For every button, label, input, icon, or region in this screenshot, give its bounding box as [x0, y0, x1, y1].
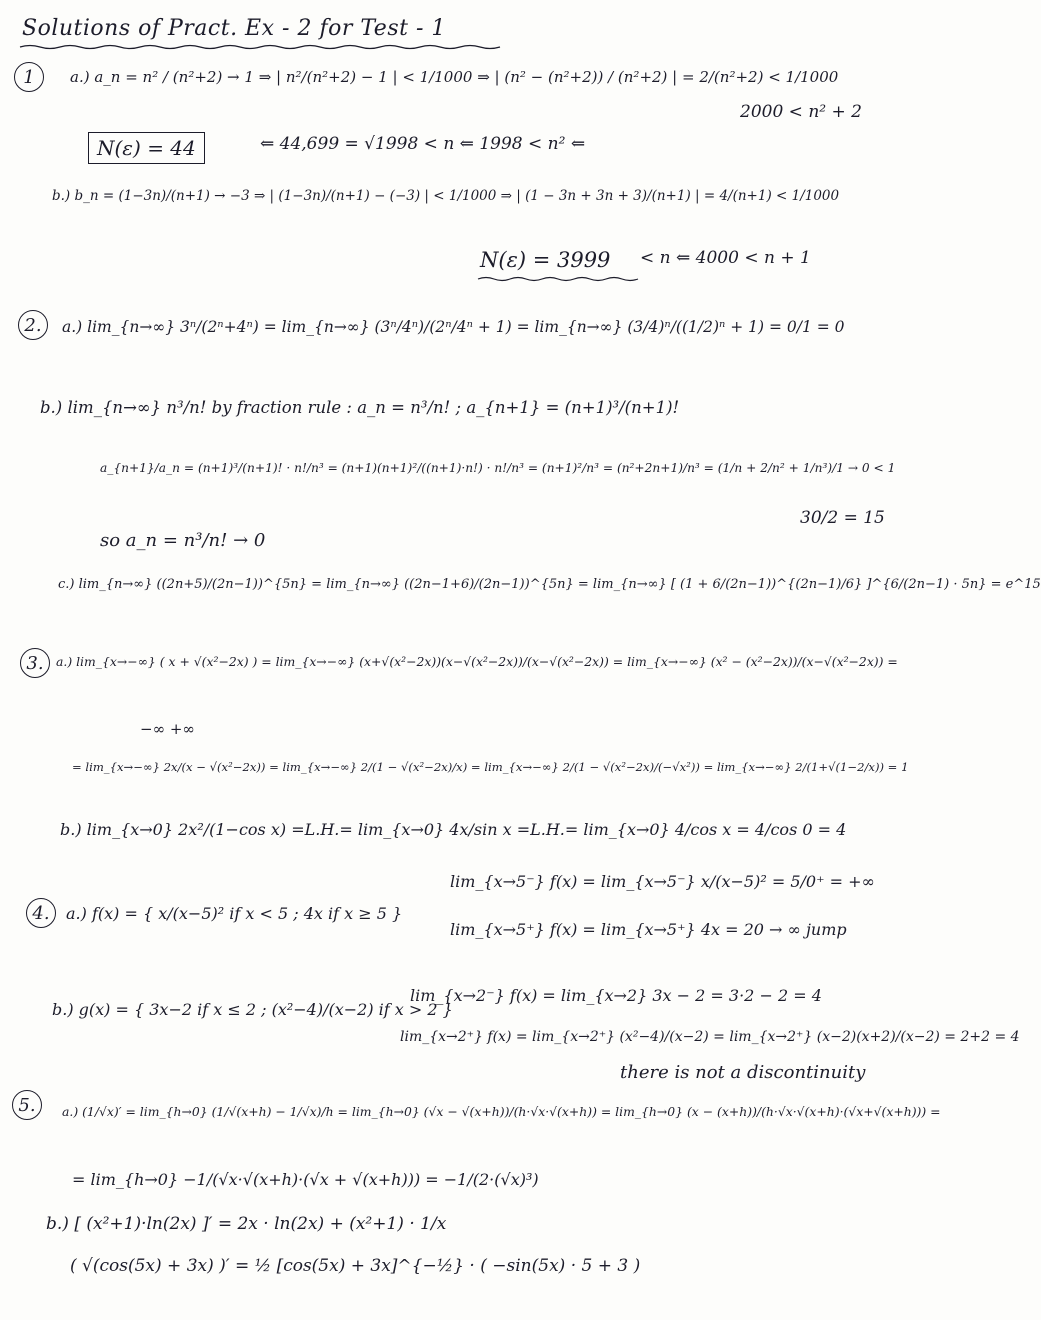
- line-2b-limit: b.) lim_{n→∞} n³/n! by fraction rule : a_n = n³/n! ; a_{n+1} = (n+1)³/(n+1)!: [40, 398, 680, 417]
- line-1b-sequence: b.) b_n = (1−3n)/(n+1) → −3 ⇒ | (1−3n)/(n+1) − (−3) | < 1/1000 ⇒ | (1 − 3n + 3n + 3)/(n+1) | = 4/(n+1) < 1/1000: [52, 188, 840, 204]
- line-4b-function: b.) g(x) = { 3x−2 if x ≤ 2 ; (x²−4)/(x−2) if x > 2 }: [52, 1000, 453, 1019]
- line-4b-right-limit: lim_{x→2⁺} f(x) = lim_{x→2⁺} (x²−4)/(x−2) = lim_{x→2⁺} (x−2)(x+2)/(x−2) = 2+2 = 4: [400, 1029, 1020, 1045]
- wavy-result-n-epsilon-3999: N(ε) = 3999: [480, 248, 611, 272]
- line-1b-solution: < n ⇐ 4000 < n + 1: [640, 248, 811, 268]
- section-number-3: 3.: [20, 648, 50, 678]
- line-2a-limit: a.) lim_{n→∞} 3ⁿ/(2ⁿ+4ⁿ) = lim_{n→∞} (3ⁿ/4ⁿ)/(2ⁿ/4ⁿ + 1) = lim_{n→∞} (3/4)ⁿ/((1/2)ⁿ + 1) = 0/1 = 0: [62, 318, 845, 336]
- line-5b-product-rule: b.) [ (x²+1)·ln(2x) ]′ = 2x · ln(2x) + (x²+1) · 1/x: [46, 1214, 447, 1234]
- line-5a-result: = lim_{h→0} −1/(√x·√(x+h)·(√x + √(x+h))) = −1/(2·(√x)³): [72, 1170, 539, 1189]
- page-title: Solutions of Pract. Ex - 2 for Test - 1: [22, 16, 446, 41]
- line-2b-conclusion: so a_n = n³/n! → 0: [100, 530, 266, 551]
- line-1a-solution: ⇐ 44,699 = √1998 < n ⇐ 1998 < n² ⇐: [260, 134, 586, 154]
- line-4b-left-limit: lim_{x→2⁻} f(x) = lim_{x→2} 3x − 2 = 3·2 − 2 = 4: [410, 986, 822, 1005]
- section-number-2: 2.: [18, 310, 48, 340]
- line-4a-function: a.) f(x) = { x/(x−5)² if x < 5 ; 4x if x ≥ 5 }: [66, 904, 403, 923]
- boxed-result-n-epsilon-44: N(ε) = 44: [88, 132, 205, 164]
- line-3a-continuation: = lim_{x→−∞} 2x/(x − √(x²−2x)) = lim_{x→−∞} 2/(1 − √(x²−2x)/x) = lim_{x→−∞} 2/(1 − √(x²−2x)/(−√x²)) = lim_{x→−∞} 2/(1+√(1−2/x)) = 1: [72, 760, 909, 774]
- line-2c-limit: c.) lim_{n→∞} ((2n+5)/(2n−1))^{5n} = lim_{n→∞} ((2n−1+6)/(2n−1))^{5n} = lim_{n→∞} [ (1 + 6/(2n−1))^{(2n−1)/6} ]^{6/(2n−1) · 5n} = e^15: [58, 577, 1041, 592]
- line-4b-conclusion: there is not a discontinuity: [620, 1062, 866, 1083]
- section-number-4: 4.: [26, 898, 56, 928]
- section-number-1: 1: [14, 62, 44, 92]
- line-1a-sequence: a.) a_n = n² / (n²+2) → 1 ⇒ | n²/(n²+2) − 1 | < 1/1000 ⇒ | (n² − (n²+2)) / (n²+2) | = 2/(n²+2) < 1/1000: [70, 68, 839, 86]
- title-wavy-underline: [20, 44, 490, 50]
- line-2c-exponent-note: 30/2 = 15: [800, 508, 885, 528]
- line-5a-derivative: a.) (1/√x)′ = lim_{h→0} (1/√(x+h) − 1/√x)/h = lim_{h→0} (√x − √(x+h))/(h·√x·√(x+h)) = lim_{h→0} (x − (x+h))/(h·√x·√(x+h)·(√x+√(x+h))) =: [62, 1104, 941, 1119]
- line-5b-chain-rule: ( √(cos(5x) + 3x) )′ = ½ [cos(5x) + 3x]^{−½} · ( −sin(5x) · 5 + 3 ): [70, 1256, 641, 1276]
- line-4a-right-limit: lim_{x→5⁺} f(x) = lim_{x→5⁺} 4x = 20 → ∞ jump: [450, 920, 847, 939]
- line-3b-limit: b.) lim_{x→0} 2x²/(1−cos x) =L.H.= lim_{x→0} 4x/sin x =L.H.= lim_{x→0} 4/cos x = 4/cos 0 = 4: [60, 820, 847, 839]
- line-3a-limit: a.) lim_{x→−∞} ( x + √(x²−2x) ) = lim_{x→−∞} (x+√(x²−2x))(x−√(x²−2x))/(x−√(x²−2x)) = lim_{x→−∞} (x² − (x²−2x))/(x−√(x²−2x)) =: [56, 654, 898, 669]
- line-2b-ratio: a_{n+1}/a_n = (n+1)³/(n+1)! · n!/n³ = (n+1)(n+1)²/((n+1)·n!) · n!/n³ = (n+1)²/n³ = (n²+2n+1)/n³ = (1/n + 2/n² + 1/n³)/1 → 0 < 1: [100, 461, 896, 475]
- result-wavy-underline: [478, 276, 628, 282]
- line-3a-arrow-notes: −∞ +∞: [140, 720, 195, 738]
- line-4a-left-limit: lim_{x→5⁻} f(x) = lim_{x→5⁻} x/(x−5)² = 5/0⁺ = +∞: [450, 872, 875, 891]
- line-1a-inequality: 2000 < n² + 2: [740, 102, 862, 122]
- section-number-5: 5.: [12, 1090, 42, 1120]
